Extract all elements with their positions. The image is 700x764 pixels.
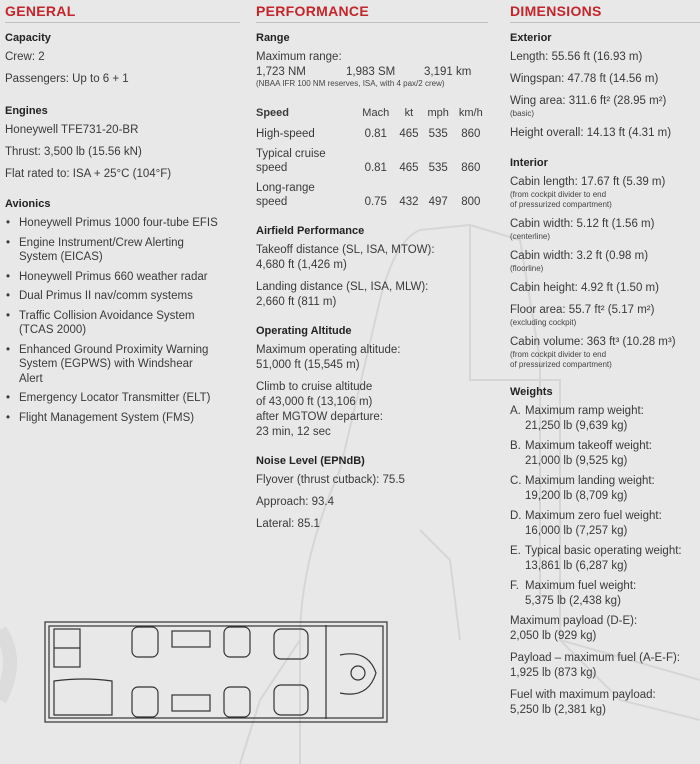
cabin-floor-plan	[44, 621, 389, 723]
landing-value: 2,660 ft (811 m)	[256, 296, 337, 308]
wing-area-note: (basic)	[510, 109, 535, 118]
range-values	[256, 65, 488, 79]
table-icon	[172, 631, 210, 647]
climb-line-1: Climb to cruise altitude	[256, 381, 373, 393]
weight-item: C. Maximum landing weight: 19,200 lb (8,709 kg)	[510, 475, 655, 502]
noise-heading: Noise Level (EPNdB)	[256, 455, 365, 467]
exterior-wing-area: Wing area: 311.6 ft² (28.95 m²)	[510, 95, 667, 107]
fuel-max-payload-label: Fuel with maximum payload:	[510, 689, 656, 701]
cabin-height: Cabin height: 4.92 ft (1.50 m)	[510, 282, 659, 294]
exterior-heading: Exterior	[510, 32, 552, 44]
general-column	[5, 0, 240, 430]
performance-title-rule	[256, 22, 488, 23]
seat-icon	[132, 687, 158, 717]
crew-value: Crew: 2	[5, 51, 45, 63]
max-payload-label: Maximum payload (D-E):	[510, 615, 638, 627]
seat-icon	[132, 627, 158, 657]
speed-mach: 0.81	[364, 162, 387, 174]
engine-model: Honeywell TFE731-20-BR	[5, 124, 139, 136]
speed-col-kmh: km/h	[458, 107, 483, 119]
range-nm: 1,723 NM	[256, 66, 306, 78]
cabin-width-floorline-note: (floorline)	[510, 264, 544, 273]
seat-icon	[274, 629, 308, 659]
table-icon	[172, 695, 210, 711]
speed-col-mach: Mach	[362, 107, 390, 119]
performance-column	[256, 0, 488, 532]
cabin-length: Cabin length: 17.67 ft (5.39 m)	[510, 176, 666, 188]
altitude-heading: Operating Altitude	[256, 325, 352, 337]
speed-row-label: High-speed	[256, 128, 315, 140]
avionics-item: • Honeywell Primus 660 weather radar	[5, 270, 240, 285]
dimensions-title: DIMENSIONS	[510, 3, 602, 19]
speed-row	[256, 141, 488, 175]
avionics-heading: Avionics	[5, 198, 51, 210]
speed-mph: 535	[428, 128, 448, 140]
speed-row	[256, 175, 488, 209]
cabin-outline	[45, 622, 387, 722]
interior-heading: Interior	[510, 157, 548, 169]
speed-mach: 0.81	[364, 128, 387, 140]
weight-item: A. Maximum ramp weight: 21,250 lb (9,639 kg)	[510, 405, 644, 432]
speed-row-label: Typical cruise speed	[256, 148, 326, 174]
weight-item: E. Typical basic operating weight: 13,861 lb (6,287 kg)	[510, 545, 682, 572]
speed-row-label: Long-range speed	[256, 182, 315, 208]
avionics-item: • Traffic Collision Avoidance System (TCAS 2000)	[5, 309, 219, 338]
max-payload-value: 2,050 lb (929 kg)	[510, 630, 597, 642]
seat-icon	[224, 687, 250, 717]
cabin-volume-note: (from cockpit divider to end	[510, 350, 607, 359]
speed-col-kt: kt	[404, 107, 414, 119]
cabin-volume: Cabin volume: 363 ft³ (10.28 m³)	[510, 336, 676, 348]
speed-kt: 432	[399, 196, 419, 208]
avionics-list	[5, 216, 240, 425]
general-title: GENERAL	[5, 3, 76, 19]
climb-line-2: of 43,000 ft (13,106 m)	[256, 396, 373, 408]
avionics-item: • Emergency Locator Transmitter (ELT)	[5, 391, 240, 406]
speed-kmh: 800	[461, 196, 481, 208]
avionics-item: • Enhanced Ground Proximity Warning System (EGPWS) with Windshear Alert	[5, 343, 209, 387]
avionics-item: • Flight Management System (FMS)	[5, 411, 240, 426]
payload-max-fuel-value: 1,925 lb (873 kg)	[510, 667, 597, 679]
noise-approach: Approach: 93.4	[256, 496, 335, 508]
noise-lateral: Lateral: 85.1	[256, 518, 320, 530]
speed-kmh: 860	[461, 128, 481, 140]
weights-heading: Weights	[510, 386, 553, 398]
max-altitude-label: Maximum operating altitude:	[256, 344, 401, 356]
cabin-length-note: of pressurized compartment)	[510, 200, 612, 209]
dimensions-column	[510, 0, 700, 718]
seat-icon	[224, 627, 250, 657]
weight-item: D. Maximum zero fuel weight: 16,000 lb (7,257 kg)	[510, 510, 662, 537]
divan-icon	[54, 679, 112, 715]
avionics-item: • Honeywell Primus 1000 four-tube EFIS	[5, 216, 240, 231]
payload-max-fuel-label: Payload – maximum fuel (A-E-F):	[510, 652, 680, 664]
speed-mph: 497	[428, 196, 448, 208]
cabin-width-floorline: Cabin width: 3.2 ft (0.98 m)	[510, 250, 649, 262]
floor-area-note: (excluding cockpit)	[510, 318, 577, 327]
general-title-rule	[5, 22, 240, 23]
takeoff-label: Takeoff distance (SL, ISA, MTOW):	[256, 244, 435, 256]
cabin-inner-outline	[49, 626, 383, 718]
cabin-length-note: (from cockpit divider to end	[510, 190, 607, 199]
seat-icon	[274, 685, 308, 715]
weight-item: B. Maximum takeoff weight: 21,000 lb (9,525 kg)	[510, 440, 652, 467]
range-km: 3,191 km	[424, 66, 472, 78]
floor-area: Floor area: 55.7 ft² (5.17 m²)	[510, 304, 655, 316]
weight-item: F. Maximum fuel weight: 5,375 lb (2,438 kg)	[510, 580, 637, 607]
range-note: (NBAA IFR 100 NM reserves, ISA, with 4 pax/2 crew)	[256, 79, 445, 88]
performance-title: PERFORMANCE	[256, 3, 369, 19]
avionics-item: • Engine Instrument/Crew Alerting System (EICAS)	[5, 236, 219, 265]
speed-mach: 0.75	[364, 196, 387, 208]
speed-kt: 465	[399, 162, 419, 174]
range-sm: 1,983 SM	[346, 66, 396, 78]
airfield-heading: Airfield Performance	[256, 225, 365, 237]
engine-flat-rating: Flat rated to: ISA + 25°C (104°F)	[5, 168, 172, 180]
exterior-wingspan: Wingspan: 47.78 ft (14.56 m)	[510, 73, 659, 85]
weights-list	[510, 404, 700, 608]
speed-mph: 535	[428, 162, 448, 174]
capacity-heading: Capacity	[5, 32, 51, 44]
speed-col-mph: mph	[427, 107, 449, 119]
passengers-value: Passengers: Up to 6 + 1	[5, 73, 129, 85]
cabin-width-centerline-note: (centerline)	[510, 232, 551, 241]
range-label: Maximum range:	[256, 51, 342, 63]
lavatory-icon	[340, 654, 376, 694]
avionics-item: • Dual Primus II nav/comm systems	[5, 289, 240, 304]
climb-line-4: 23 min, 12 sec	[256, 426, 331, 438]
noise-flyover: Flyover (thrust cutback): 75.5	[256, 474, 405, 486]
speed-kmh: 860	[461, 162, 481, 174]
landing-label: Landing distance (SL, ISA, MLW):	[256, 281, 429, 293]
max-altitude-value: 51,000 ft (15,545 m)	[256, 359, 360, 371]
engines-heading: Engines	[5, 105, 48, 117]
takeoff-value: 4,680 ft (1,426 m)	[256, 259, 347, 271]
cabin-width-centerline: Cabin width: 5.12 ft (1.56 m)	[510, 218, 655, 230]
speed-table	[256, 105, 488, 209]
speed-kt: 465	[399, 128, 419, 140]
fuel-max-payload-value: 5,250 lb (2,381 kg)	[510, 704, 606, 716]
exterior-length: Length: 55.56 ft (16.93 m)	[510, 51, 643, 63]
exterior-height: Height overall: 14.13 ft (4.31 m)	[510, 127, 672, 139]
climb-line-3: after MGTOW departure:	[256, 411, 383, 423]
speed-row	[256, 121, 488, 141]
range-heading: Range	[256, 32, 290, 44]
speed-heading: Speed	[256, 107, 290, 119]
cabin-volume-note: of pressurized compartment)	[510, 360, 612, 369]
dimensions-title-rule	[510, 22, 700, 23]
engine-thrust: Thrust: 3,500 lb (15.56 kN)	[5, 146, 142, 158]
